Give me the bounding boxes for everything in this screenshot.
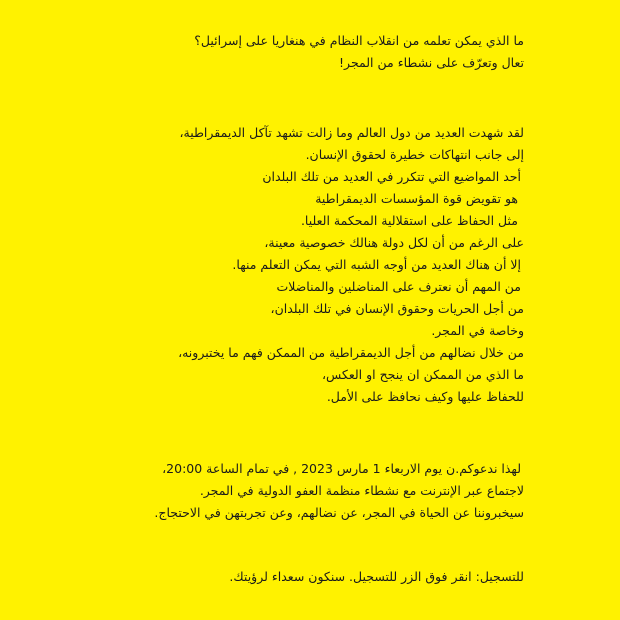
registration-section <box>40 566 524 588</box>
body-line: إلا أن هناك العديد من أوجه الشبه التي يمكن التعلم منها. <box>232 257 521 272</box>
body-line: إلى جانب انتهاكات خطيرة لحقوق الإنسان. <box>305 147 524 162</box>
event-date-line: لهذا ندعوكم.ن يوم الاربعاء 1 مارس 2023 , في تمام الساعة 20:00، <box>162 461 521 476</box>
intro-section <box>40 30 524 74</box>
event-description-line: سيخبروننا عن الحياة في المجر، عن نضالهم، وعن تجربتهن في الاحتجاج. <box>154 505 524 520</box>
body-line: هو تقويض قوة المؤسسات الديمقراطية <box>315 191 518 206</box>
body-section <box>40 122 524 408</box>
body-line: للحفاظ عليها وكيف نحافظ على الأمل. <box>326 389 524 404</box>
body-line: وخاصة في المجر. <box>431 323 524 338</box>
event-meeting-line: لاجتماع عبر الإنترنت مع نشطاء منظمة العفو الدولية في المجر. <box>199 483 524 498</box>
event-section <box>40 458 524 524</box>
body-line: لقد شهدت العديد من دول العالم وما زالت تشهد تآكل الديمقراطية، <box>179 125 524 140</box>
intro-invite: تعال وتعرّف على نشطاء من المجر! <box>339 55 524 70</box>
body-line: ما الذي من الممكن ان ينجح او العكس، <box>321 367 524 382</box>
body-line: من أجل الحريات وحقوق الإنسان في تلك البلدان، <box>270 301 524 316</box>
body-line: من خلال نضالهم من أجل الديمقراطية من الممكن فهم ما يختبرونه، <box>178 345 524 360</box>
body-line: على الرغم من أن لكل دولة هنالك خصوصية معينة، <box>264 235 524 250</box>
body-line: من المهم أن نعترف على المناضلين والمناضلات <box>276 279 521 294</box>
registration-text: للتسجيل: انقر فوق الزر للتسجيل. سنكون سعداء لرؤيتك. <box>229 569 524 584</box>
body-line: مثل الحفاظ على استقلالية المحكمة العليا. <box>300 213 518 228</box>
body-line: أحد المواضيع التي تتكرر في العديد من تلك البلدان <box>262 169 521 184</box>
intro-question: ما الذي يمكن تعلمه من انقلاب النظام في هنغاريا على إسرائيل؟ <box>194 33 524 48</box>
